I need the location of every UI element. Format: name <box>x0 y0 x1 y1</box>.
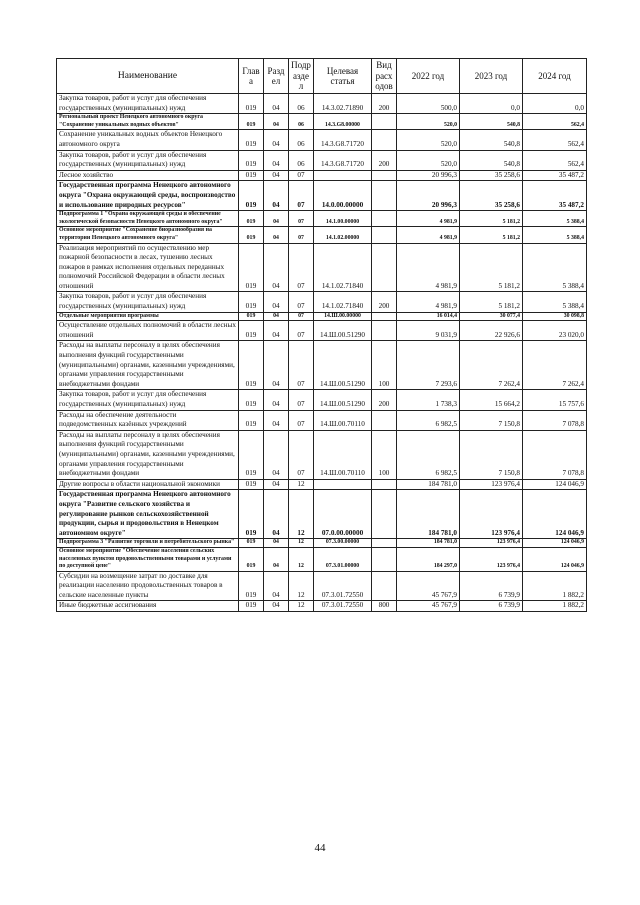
header-razdel: Разд ел <box>264 59 289 94</box>
table-row <box>57 114 587 130</box>
cell-y2024: 1 882,2 <box>523 571 587 601</box>
cell-vid <box>372 211 397 227</box>
cell-vid: 200 <box>372 94 397 114</box>
cell-y2023: 15 664,2 <box>460 390 523 410</box>
cell-tselevaya <box>314 479 372 490</box>
table-row <box>57 312 587 321</box>
cell-vid <box>372 321 397 341</box>
cell-podrazdel: 07 <box>289 312 314 321</box>
cell-glava: 019 <box>239 243 264 292</box>
cell-y2022: 20 996,3 <box>397 181 460 211</box>
cell-razdel: 04 <box>264 390 289 410</box>
cell-vid: 800 <box>372 601 397 612</box>
cell-y2024: 5 388,4 <box>523 243 587 292</box>
cell-podrazdel: 12 <box>289 601 314 612</box>
cell-name: Закупка товаров, работ и услуг для обеспечения государственных (муниципальных) нужд <box>57 150 239 170</box>
cell-y2023: 7 150,8 <box>460 430 523 479</box>
header-tselevaya: Целевая статья <box>314 59 372 94</box>
cell-vid <box>372 547 397 571</box>
table-row <box>57 211 587 227</box>
header-name: Наименование <box>57 59 239 94</box>
cell-tselevaya: 14.Ш.00.51290 <box>314 341 372 390</box>
cell-glava: 019 <box>239 321 264 341</box>
cell-vid <box>372 479 397 490</box>
cell-glava: 019 <box>239 571 264 601</box>
cell-vid <box>372 410 397 430</box>
cell-tselevaya: 14.1.02.71840 <box>314 292 372 312</box>
cell-y2023: 6 739,9 <box>460 571 523 601</box>
cell-vid <box>372 181 397 211</box>
table-row <box>57 430 587 479</box>
cell-razdel: 04 <box>264 211 289 227</box>
cell-y2024: 35 487,2 <box>523 170 587 181</box>
table-row <box>57 321 587 341</box>
header-glava: Глав а <box>239 59 264 94</box>
cell-glava: 019 <box>239 312 264 321</box>
cell-y2024: 124 046,9 <box>523 490 587 539</box>
cell-y2023: 5 181,2 <box>460 292 523 312</box>
cell-name: Отдельные мероприятия программы <box>57 312 239 321</box>
cell-name: Подпрограмма 1 "Охрана окружающей среды и обеспечение экологической безопасности Ненецкого автономного округа" <box>57 211 239 227</box>
cell-vid: 200 <box>372 150 397 170</box>
cell-glava: 019 <box>239 94 264 114</box>
cell-tselevaya: 14.Ш.00.70110 <box>314 430 372 479</box>
cell-y2023: 5 181,2 <box>460 243 523 292</box>
cell-razdel: 04 <box>264 94 289 114</box>
cell-glava: 019 <box>239 227 264 243</box>
cell-podrazdel: 12 <box>289 539 314 548</box>
table-row <box>57 292 587 312</box>
cell-tselevaya: 07.3.01.00000 <box>314 547 372 571</box>
cell-tselevaya: 14.1.02.71840 <box>314 243 372 292</box>
cell-podrazdel: 12 <box>289 547 314 571</box>
cell-razdel: 04 <box>264 341 289 390</box>
cell-razdel: 04 <box>264 227 289 243</box>
cell-tselevaya: 14.1.00.00000 <box>314 211 372 227</box>
cell-y2022: 184 781,0 <box>397 539 460 548</box>
header-vid: Вид расх одов <box>372 59 397 94</box>
cell-vid <box>372 312 397 321</box>
cell-y2023: 7 262,4 <box>460 341 523 390</box>
cell-name: Субсидии на возмещение затрат по доставке для реализации населению продовольственных товаров в сельские населенные пункты <box>57 571 239 601</box>
cell-y2022: 500,0 <box>397 94 460 114</box>
cell-y2024: 562,4 <box>523 130 587 150</box>
cell-y2024: 15 757,6 <box>523 390 587 410</box>
cell-y2023: 6 739,9 <box>460 601 523 612</box>
cell-vid <box>372 539 397 548</box>
table-row <box>57 490 587 539</box>
cell-name: Реализация мероприятий по осуществлению мер пожарной безопасности в лесах, тушению лесных пожаров в рамках исполнения отдельных переданных полномочий Российской Федерации в области лесных отношений <box>57 243 239 292</box>
cell-y2023: 123 976,4 <box>460 539 523 548</box>
cell-name: Расходы на выплаты персоналу в целях обеспечения выполнения функций государственными (муниципальными) органами, казенными учреждениями, органами управления государственными внебюджетными фондами <box>57 341 239 390</box>
cell-name: Основное мероприятие "Обеспечение населения сельских населенных пунктов продовольственными товарами и услугами по доступной цене" <box>57 547 239 571</box>
cell-vid: 100 <box>372 341 397 390</box>
table-row <box>57 170 587 181</box>
cell-y2024: 5 388,4 <box>523 292 587 312</box>
cell-y2024: 5 388,4 <box>523 227 587 243</box>
cell-y2022: 16 014,4 <box>397 312 460 321</box>
cell-glava: 019 <box>239 601 264 612</box>
cell-y2023: 0,0 <box>460 94 523 114</box>
cell-razdel: 04 <box>264 170 289 181</box>
cell-podrazdel: 06 <box>289 94 314 114</box>
table-row <box>57 539 587 548</box>
cell-name: Основное мероприятие "Сохранение биоразнообразия на территории Ненецкого автономного округа" <box>57 227 239 243</box>
budget-table <box>56 58 587 612</box>
cell-name: Закупка товаров, работ и услуг для обеспечения государственных (муниципальных) нужд <box>57 292 239 312</box>
cell-tselevaya: 07.3.00.00000 <box>314 539 372 548</box>
table-row <box>57 227 587 243</box>
cell-razdel: 04 <box>264 547 289 571</box>
cell-razdel: 04 <box>264 490 289 539</box>
cell-tselevaya: 07.0.00.00000 <box>314 490 372 539</box>
cell-y2023: 7 150,8 <box>460 410 523 430</box>
cell-vid <box>372 170 397 181</box>
cell-y2024: 124 046,9 <box>523 547 587 571</box>
cell-razdel: 04 <box>264 410 289 430</box>
cell-podrazdel: 07 <box>289 181 314 211</box>
cell-y2023: 30 077,4 <box>460 312 523 321</box>
cell-name: Лесное хозяйство <box>57 170 239 181</box>
cell-tselevaya: 14.3.G8.71720 <box>314 150 372 170</box>
cell-y2024: 1 882,2 <box>523 601 587 612</box>
cell-y2022: 45 767,9 <box>397 571 460 601</box>
cell-y2024: 562,4 <box>523 150 587 170</box>
header-2024: 2024 год <box>523 59 587 94</box>
cell-name: Сохранение уникальных водных объектов Ненецкого автономного округа <box>57 130 239 150</box>
cell-podrazdel: 12 <box>289 479 314 490</box>
cell-y2022: 520,0 <box>397 150 460 170</box>
cell-y2023: 123 976,4 <box>460 479 523 490</box>
cell-glava: 019 <box>239 114 264 130</box>
cell-vid <box>372 227 397 243</box>
cell-vid: 200 <box>372 390 397 410</box>
cell-y2022: 184 781,0 <box>397 479 460 490</box>
cell-razdel: 04 <box>264 479 289 490</box>
cell-podrazdel: 06 <box>289 114 314 130</box>
cell-y2022: 4 981,9 <box>397 211 460 227</box>
cell-y2022: 6 982,5 <box>397 410 460 430</box>
cell-podrazdel: 07 <box>289 243 314 292</box>
cell-glava: 019 <box>239 430 264 479</box>
table-row <box>57 94 587 114</box>
cell-razdel: 04 <box>264 130 289 150</box>
cell-tselevaya: 14.1.02.00000 <box>314 227 372 243</box>
cell-glava: 019 <box>239 539 264 548</box>
table-row <box>57 181 587 211</box>
cell-vid <box>372 114 397 130</box>
table-row <box>57 479 587 490</box>
cell-name: Расходы на обеспечение деятельности подведомственных казённых учреждений <box>57 410 239 430</box>
cell-podrazdel: 07 <box>289 390 314 410</box>
table-header-row <box>57 59 587 94</box>
cell-glava: 019 <box>239 341 264 390</box>
cell-podrazdel: 07 <box>289 430 314 479</box>
cell-y2024: 124 046,9 <box>523 539 587 548</box>
cell-glava: 019 <box>239 130 264 150</box>
cell-y2023: 22 926,6 <box>460 321 523 341</box>
cell-razdel: 04 <box>264 312 289 321</box>
cell-razdel: 04 <box>264 430 289 479</box>
cell-y2024: 35 487,2 <box>523 181 587 211</box>
cell-tselevaya: 14.3.02.71890 <box>314 94 372 114</box>
cell-name: Осуществление отдельных полномочий в области лесных отношений <box>57 321 239 341</box>
cell-glava: 019 <box>239 181 264 211</box>
cell-y2023: 35 258,6 <box>460 181 523 211</box>
cell-y2024: 30 098,8 <box>523 312 587 321</box>
cell-y2022: 184 297,0 <box>397 547 460 571</box>
cell-vid <box>372 243 397 292</box>
cell-y2024: 7 262,4 <box>523 341 587 390</box>
cell-vid <box>372 490 397 539</box>
cell-y2022: 1 738,3 <box>397 390 460 410</box>
cell-y2023: 540,8 <box>460 130 523 150</box>
cell-name: Иные бюджетные ассигнования <box>57 601 239 612</box>
header-podrazdel: Подр азде л <box>289 59 314 94</box>
cell-y2022: 4 981,9 <box>397 292 460 312</box>
cell-y2022: 520,0 <box>397 130 460 150</box>
cell-razdel: 04 <box>264 601 289 612</box>
cell-glava: 019 <box>239 170 264 181</box>
header-2023: 2023 год <box>460 59 523 94</box>
cell-tselevaya: 14.3.G8.00000 <box>314 114 372 130</box>
cell-name: Государственная программа Ненецкого автономного округа "Развитие сельского хозяйства и регулирование рынков сельскохозяйственной продукции, сырья и продовольствия в Ненецком автономном округе" <box>57 490 239 539</box>
cell-glava: 019 <box>239 479 264 490</box>
cell-y2024: 562,4 <box>523 114 587 130</box>
cell-name: Государственная программа Ненецкого автономного округа "Охрана окружающей среды, воспроизводство и использование природных ресурсов" <box>57 181 239 211</box>
cell-razdel: 04 <box>264 114 289 130</box>
cell-glava: 019 <box>239 150 264 170</box>
cell-razdel: 04 <box>264 243 289 292</box>
cell-podrazdel: 07 <box>289 410 314 430</box>
cell-y2022: 520,0 <box>397 114 460 130</box>
cell-glava: 019 <box>239 490 264 539</box>
cell-podrazdel: 12 <box>289 571 314 601</box>
table-row <box>57 130 587 150</box>
cell-tselevaya: 14.0.00.00000 <box>314 181 372 211</box>
cell-y2022: 9 031,9 <box>397 321 460 341</box>
cell-name: Расходы на выплаты персоналу в целях обеспечения выполнения функций государственными (муниципальными) органами, казенными учреждениями, органами управления государственными внебюджетными фондами <box>57 430 239 479</box>
header-2022: 2022 год <box>397 59 460 94</box>
cell-vid: 100 <box>372 430 397 479</box>
cell-razdel: 04 <box>264 571 289 601</box>
cell-tselevaya <box>314 170 372 181</box>
cell-razdel: 04 <box>264 181 289 211</box>
cell-vid: 200 <box>372 292 397 312</box>
cell-glava: 019 <box>239 410 264 430</box>
cell-name: Закупка товаров, работ и услуг для обеспечения государственных (муниципальных) нужд <box>57 94 239 114</box>
table-row <box>57 571 587 601</box>
cell-y2024: 7 078,8 <box>523 410 587 430</box>
cell-tselevaya: 14.Ш.00.70110 <box>314 410 372 430</box>
cell-y2023: 5 181,2 <box>460 211 523 227</box>
cell-tselevaya: 14.3.G8.71720 <box>314 130 372 150</box>
cell-y2023: 35 258,6 <box>460 170 523 181</box>
cell-podrazdel: 06 <box>289 130 314 150</box>
cell-name: Другие вопросы в области национальной экономики <box>57 479 239 490</box>
table-row <box>57 547 587 571</box>
cell-y2024: 23 020,0 <box>523 321 587 341</box>
cell-podrazdel: 07 <box>289 341 314 390</box>
cell-tselevaya: 14.Ш.00.51290 <box>314 390 372 410</box>
cell-name: Закупка товаров, работ и услуг для обеспечения государственных (муниципальных) нужд <box>57 390 239 410</box>
cell-y2022: 7 293,6 <box>397 341 460 390</box>
cell-vid <box>372 130 397 150</box>
cell-razdel: 04 <box>264 292 289 312</box>
cell-y2022: 6 982,5 <box>397 430 460 479</box>
cell-y2024: 5 388,4 <box>523 211 587 227</box>
cell-podrazdel: 06 <box>289 150 314 170</box>
cell-y2023: 123 976,4 <box>460 490 523 539</box>
cell-vid <box>372 571 397 601</box>
cell-tselevaya: 14.Ш.00.51290 <box>314 321 372 341</box>
cell-glava: 019 <box>239 547 264 571</box>
cell-y2023: 540,8 <box>460 114 523 130</box>
cell-razdel: 04 <box>264 539 289 548</box>
cell-y2023: 123 976,4 <box>460 547 523 571</box>
table-row <box>57 341 587 390</box>
cell-razdel: 04 <box>264 150 289 170</box>
cell-name: Региональный проект Ненецкого автономного округа "Сохранение уникальных водных объектов" <box>57 114 239 130</box>
table-row <box>57 410 587 430</box>
cell-name: Подпрограмма 3 "Развитие торговли и потребительского рынка" <box>57 539 239 548</box>
cell-y2022: 45 767,9 <box>397 601 460 612</box>
cell-tselevaya: 07.3.01.72550 <box>314 571 372 601</box>
table-row <box>57 390 587 410</box>
cell-podrazdel: 07 <box>289 227 314 243</box>
cell-y2024: 0,0 <box>523 94 587 114</box>
cell-tselevaya: 14.Ш.00.00000 <box>314 312 372 321</box>
cell-y2022: 4 981,9 <box>397 243 460 292</box>
table-row <box>57 150 587 170</box>
cell-glava: 019 <box>239 292 264 312</box>
page-number: 44 <box>314 842 326 854</box>
cell-y2022: 20 996,3 <box>397 170 460 181</box>
cell-y2023: 5 181,2 <box>460 227 523 243</box>
cell-y2024: 124 046,9 <box>523 479 587 490</box>
table-row <box>57 601 587 612</box>
table-body <box>57 94 587 612</box>
cell-glava: 019 <box>239 211 264 227</box>
cell-tselevaya: 07.3.01.72550 <box>314 601 372 612</box>
cell-razdel: 04 <box>264 321 289 341</box>
cell-y2022: 4 981,9 <box>397 227 460 243</box>
cell-podrazdel: 07 <box>289 321 314 341</box>
cell-y2022: 184 781,0 <box>397 490 460 539</box>
cell-y2023: 540,8 <box>460 150 523 170</box>
cell-podrazdel: 12 <box>289 490 314 539</box>
cell-glava: 019 <box>239 390 264 410</box>
cell-podrazdel: 07 <box>289 211 314 227</box>
cell-podrazdel: 07 <box>289 170 314 181</box>
cell-y2024: 7 078,8 <box>523 430 587 479</box>
cell-podrazdel: 07 <box>289 292 314 312</box>
table-row <box>57 243 587 292</box>
